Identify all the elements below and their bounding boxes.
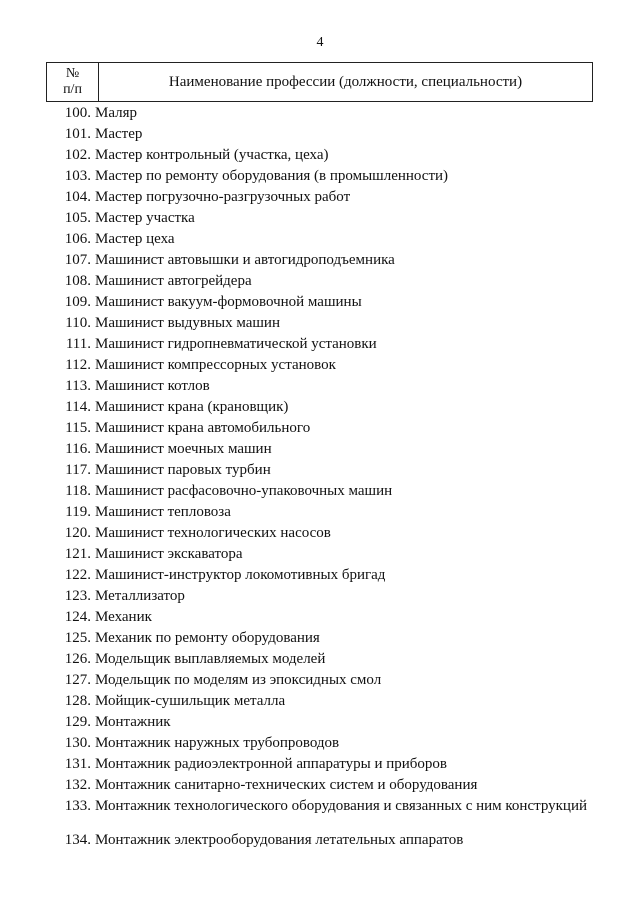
row-number: 123. (64, 588, 91, 604)
row-number: 126. (64, 651, 91, 667)
row-number: 120. (64, 525, 91, 541)
profession-name: Мастер (95, 126, 143, 142)
row-number: 119. (65, 504, 91, 520)
profession-list (46, 103, 606, 851)
table-row (46, 544, 606, 565)
profession-name: Мойщик-сушильщик металла (95, 693, 286, 709)
column-header-number-abbr: п/п (63, 82, 82, 97)
table-row (46, 691, 606, 712)
row-number: 100. (64, 105, 91, 121)
page-number: 4 (316, 35, 324, 50)
table-row (46, 187, 606, 208)
row-number: 129. (64, 714, 91, 730)
table-row (46, 775, 606, 796)
row-number: 134. (64, 832, 91, 848)
profession-name: Машинист автовышки и автогидроподъемника (95, 252, 395, 268)
profession-name: Металлизатор (95, 588, 185, 604)
column-header-number-symbol: № (65, 66, 80, 81)
profession-name: Машинист крана (крановщик) (95, 399, 289, 415)
profession-name: Маляр (95, 105, 138, 121)
row-number: 122. (64, 567, 91, 583)
row-number: 111. (65, 336, 91, 352)
row-number: 124. (64, 609, 91, 625)
profession-name: Машинист крана автомобильного (95, 420, 311, 436)
profession-name: Машинист котлов (95, 378, 210, 394)
profession-name: Мастер цеха (95, 231, 175, 247)
row-number: 104. (64, 189, 91, 205)
row-number: 106. (64, 231, 91, 247)
profession-name: Машинист вакуум-формовочной машины (95, 294, 362, 310)
table-row (46, 830, 606, 851)
row-number: 128. (64, 693, 91, 709)
profession-name: Машинист тепловоза (95, 504, 231, 520)
profession-name: Машинист выдувных машин (95, 315, 280, 331)
table-row (46, 796, 606, 830)
profession-name: Монтажник радиоэлектронной аппаратуры и приборов (95, 756, 447, 772)
table-row (46, 313, 606, 334)
row-number: 118. (65, 483, 91, 499)
table-row (46, 565, 606, 586)
row-number: 101. (64, 126, 91, 142)
row-number: 109. (64, 294, 91, 310)
row-number: 110. (65, 315, 91, 331)
row-number: 116. (65, 441, 91, 457)
row-number: 113. (65, 378, 91, 394)
profession-name: Монтажник электрооборудования летательных аппаратов (95, 832, 464, 848)
table-row (46, 334, 606, 355)
table-row (46, 607, 606, 628)
column-header-name: Наименование профессии (должности, специальности) (168, 73, 523, 90)
table-row (46, 628, 606, 649)
profession-name: Монтажник (95, 714, 171, 730)
profession-name: Модельщик выплавляемых моделей (95, 651, 326, 667)
profession-name: Мастер по ремонту оборудования (в промышленности) (95, 168, 449, 184)
profession-name: Механик (95, 609, 152, 625)
profession-name: Монтажник санитарно-технических систем и оборудования (95, 777, 478, 793)
table-row (46, 229, 606, 250)
profession-name: Модельщик по моделям из эпоксидных смол (95, 672, 382, 688)
row-number: 105. (64, 210, 91, 226)
column-header-number (47, 63, 99, 101)
row-number: 112. (65, 357, 91, 373)
row-number: 133. (64, 798, 91, 814)
row-number: 107. (64, 252, 91, 268)
profession-name: Машинист автогрейдера (95, 273, 252, 289)
table-row (46, 397, 606, 418)
table-row (46, 376, 606, 397)
profession-name: Механик по ремонту оборудования (95, 630, 320, 646)
table-row (46, 250, 606, 271)
table-row (46, 649, 606, 670)
table-row (46, 418, 606, 439)
profession-name: Машинист компрессорных установок (95, 357, 336, 373)
table-row (46, 103, 606, 124)
table-row (46, 523, 606, 544)
table-row (46, 124, 606, 145)
row-number: 103. (64, 168, 91, 184)
row-number: 115. (65, 420, 91, 436)
row-number: 114. (65, 399, 91, 415)
table-row (46, 355, 606, 376)
table-row (46, 460, 606, 481)
table-row (46, 166, 606, 187)
row-number: 131. (64, 756, 91, 772)
profession-name: Машинист паровых турбин (95, 462, 271, 478)
profession-name: Мастер контрольный (участка, цеха) (95, 147, 329, 163)
row-number: 117. (65, 462, 91, 478)
profession-name: Мастер участка (95, 210, 195, 226)
table-row (46, 502, 606, 523)
row-number: 125. (64, 630, 91, 646)
row-number: 102. (64, 147, 91, 163)
table-row (46, 439, 606, 460)
row-number: 130. (64, 735, 91, 751)
table-row (46, 586, 606, 607)
table-row (46, 271, 606, 292)
profession-name: Машинист расфасовочно-упаковочных машин (95, 483, 393, 499)
table-row (46, 145, 606, 166)
profession-name: Машинист-инструктор локомотивных бригад (95, 567, 386, 583)
table-row (46, 481, 606, 502)
table-row (46, 712, 606, 733)
profession-name: Машинист моечных машин (95, 441, 272, 457)
row-number: 121. (64, 546, 91, 562)
row-number: 127. (64, 672, 91, 688)
row-number: 108. (64, 273, 91, 289)
profession-name: Монтажник наружных трубопроводов (95, 735, 340, 751)
profession-name: Машинист гидропневматической установки (95, 336, 377, 352)
profession-name: Машинист технологических насосов (95, 525, 331, 541)
row-number: 132. (64, 777, 91, 793)
profession-name: Машинист экскаватора (95, 546, 243, 562)
table-row (46, 208, 606, 229)
table-row (46, 754, 606, 775)
table-header (46, 62, 593, 102)
table-row (46, 670, 606, 691)
table-row (46, 733, 606, 754)
profession-name: Мастер погрузочно-разгрузочных работ (95, 189, 351, 205)
table-row (46, 292, 606, 313)
profession-name: Монтажник технологического оборудования и связанных с ним конструкций (95, 798, 588, 814)
